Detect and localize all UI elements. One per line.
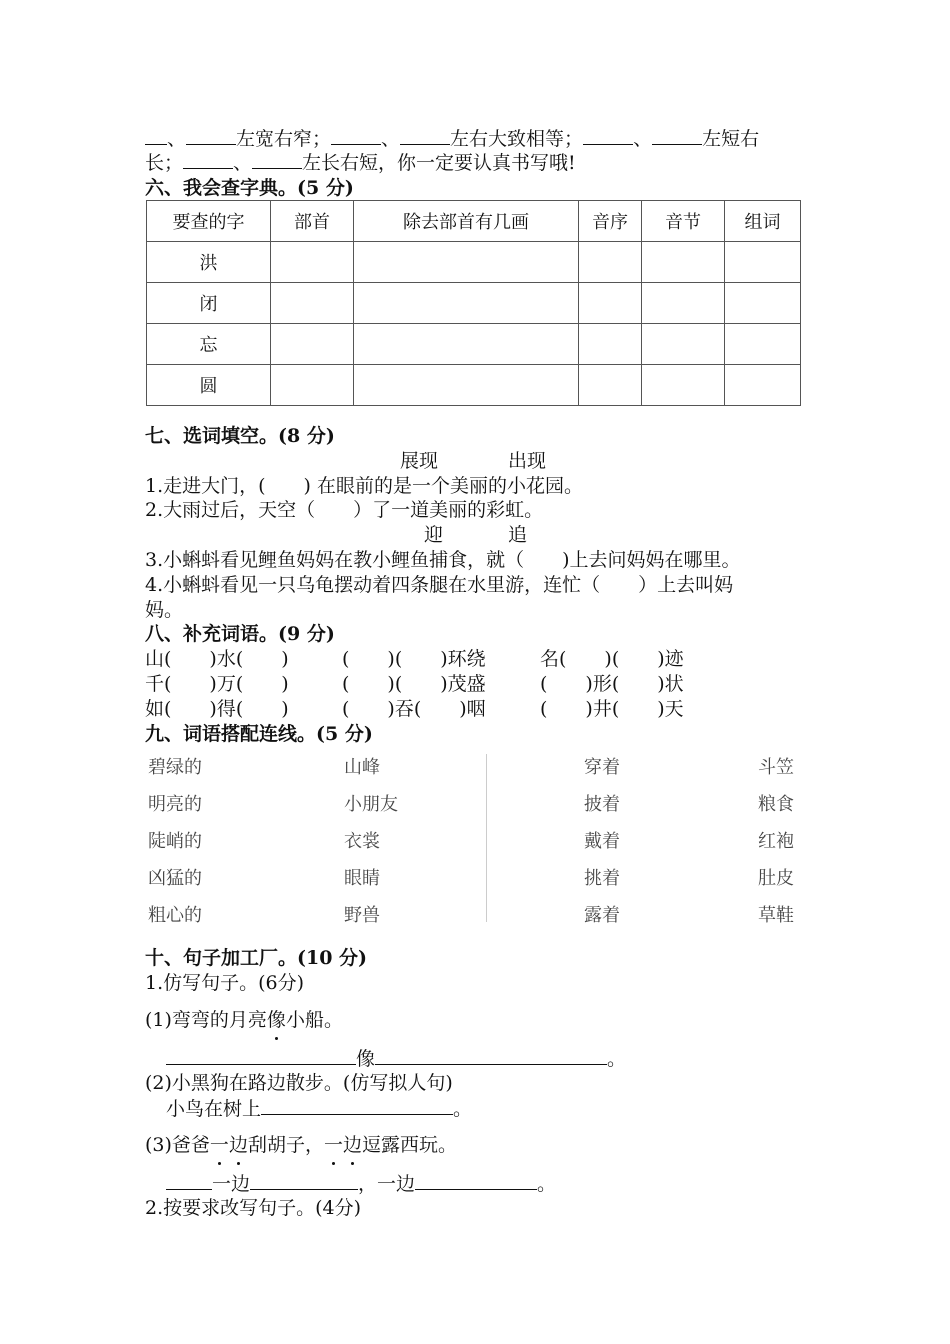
match-word[interactable]: 粗心的 [148,905,202,926]
answer-cell[interactable] [725,242,801,283]
match-word[interactable]: 戴着 [584,831,620,852]
sentence-1: (1)弯弯的月亮像小船。 [145,1009,343,1031]
answer-cell[interactable] [642,242,725,283]
table-header-row [147,201,801,242]
intro-line-1: 、 左宽右窄； 、 左右大致相等； 、 左短右 [145,126,759,151]
answer-cell[interactable] [725,324,801,365]
intro-line-2: 长； 、 左长右短，你一定要认真书写哦! [145,152,576,174]
fill-blank[interactable] [250,1171,358,1190]
fill-blank[interactable] [415,1171,537,1190]
idiom-item: ( )形( )状 [540,673,684,695]
table-row [147,283,801,324]
answer-cell[interactable] [271,324,354,365]
answer-cell[interactable] [579,324,642,365]
idiom-item: 名( )( )迹 [540,648,684,670]
section-7-title: 七、选词填空。(8 分) [145,425,335,447]
match-word[interactable]: 陡峭的 [148,831,202,852]
answer-cell[interactable] [579,242,642,283]
section-8-title: 八、补充词语。(9 分) [145,623,335,645]
question-4-continued: 妈。 [145,599,184,621]
match-word[interactable]: 挑着 [584,868,620,889]
fill-blank[interactable] [166,1046,356,1065]
question-4: 4.小蝌蚪看见一只乌龟摆动着四条腿在水里游，连忙（ ）上去叫妈 [145,574,734,596]
answer-cell[interactable] [642,365,725,406]
answer-cell[interactable] [725,365,801,406]
idiom-item: 山( )水( ) [145,648,289,670]
answer-cell[interactable] [579,283,642,324]
dictionary-table [146,200,801,406]
match-word[interactable]: 眼睛 [344,868,380,889]
char-cell: 圆 [147,365,271,406]
match-word[interactable]: 山峰 [344,757,380,778]
answer-cell[interactable] [354,324,579,365]
question-3: 3.小蝌蚪看见鲤鱼妈妈在教小鲤鱼捕食，就（ )上去问妈妈在哪里。 [145,549,741,571]
char-cell: 闭 [147,283,271,324]
table-row [147,324,801,365]
header-cell: 组词 [725,201,801,242]
header-cell: 部首 [271,201,354,242]
match-word[interactable]: 露着 [584,905,620,926]
match-word[interactable]: 凶猛的 [148,868,202,889]
header-cell: 要查的字 [147,201,271,242]
sentence-3: (3)爸爸一边刮胡子，一边逗露西玩。 [145,1134,458,1156]
match-word[interactable]: 草鞋 [758,905,794,926]
answer-cell[interactable] [579,365,642,406]
match-word[interactable]: 小朋友 [344,794,398,815]
answer-cell[interactable] [642,283,725,324]
answer-cell[interactable] [725,283,801,324]
char-cell: 洪 [147,242,271,283]
header-cell: 除去部首有几画 [354,201,579,242]
match-word[interactable]: 衣裳 [344,831,380,852]
word-choice: 展现 [400,450,439,472]
sentence-2-fill: 小鸟在树上 。 [166,1098,473,1120]
char-cell: 忘 [147,324,271,365]
answer-cell[interactable] [271,283,354,324]
header-cell: 音节 [642,201,725,242]
answer-cell[interactable] [354,242,579,283]
answer-cell[interactable] [271,242,354,283]
table-row [147,242,801,283]
section-10-title: 十、句子加工厂。(10 分) [145,947,368,969]
sentence-3-fill: 一边 ，一边 。 [166,1171,556,1196]
match-word[interactable]: 红袍 [758,831,794,852]
fill-blank[interactable] [375,1046,607,1065]
word-choice: 追 [508,524,528,546]
match-word[interactable]: 穿着 [584,757,620,778]
part-2-heading: 2.按要求改写句子。(4分) [145,1197,362,1219]
header-cell: 音序 [579,201,642,242]
idiom-item: ( )吞( )咽 [342,698,486,720]
sentence-2: (2)小黑狗在路边散步。(仿写拟人句) [145,1072,453,1094]
section-6-title: 六、我会查字典。(5 分) [145,177,354,199]
match-word[interactable]: 斗笠 [758,757,794,778]
idiom-item: ( )井( )天 [540,698,684,720]
question-2: 2.大雨过后，天空（ ）了一道美丽的彩虹。 [145,499,544,521]
question-1: 1.走进大门，( ) 在眼前的是一个美丽的小花园。 [145,475,583,497]
idiom-item: ( )( )环绕 [342,648,486,670]
table-row [147,365,801,406]
match-word[interactable]: 肚皮 [758,868,794,889]
match-word[interactable]: 披着 [584,794,620,815]
idiom-item: 千( )万( ) [145,673,289,695]
part-1-heading: 1.仿写句子。(6分) [145,972,305,994]
word-choice: 出现 [508,450,547,472]
fill-blank[interactable] [261,1096,453,1115]
match-word[interactable]: 粮食 [758,794,794,815]
answer-cell[interactable] [354,283,579,324]
match-word[interactable]: 明亮的 [148,794,202,815]
sentence-1-fill: 像 。 [166,1046,626,1071]
column-divider [486,754,487,922]
section-9-title: 九、词语搭配连线。(5 分) [145,723,373,745]
idiom-item: 如( )得( ) [145,698,289,720]
answer-cell[interactable] [271,365,354,406]
answer-cell[interactable] [642,324,725,365]
answer-cell[interactable] [354,365,579,406]
fill-blank[interactable] [166,1171,212,1190]
idiom-item: ( )( )茂盛 [342,673,486,695]
match-word[interactable]: 碧绿的 [148,757,202,778]
word-choice: 迎 [424,524,444,546]
match-word[interactable]: 野兽 [344,905,380,926]
